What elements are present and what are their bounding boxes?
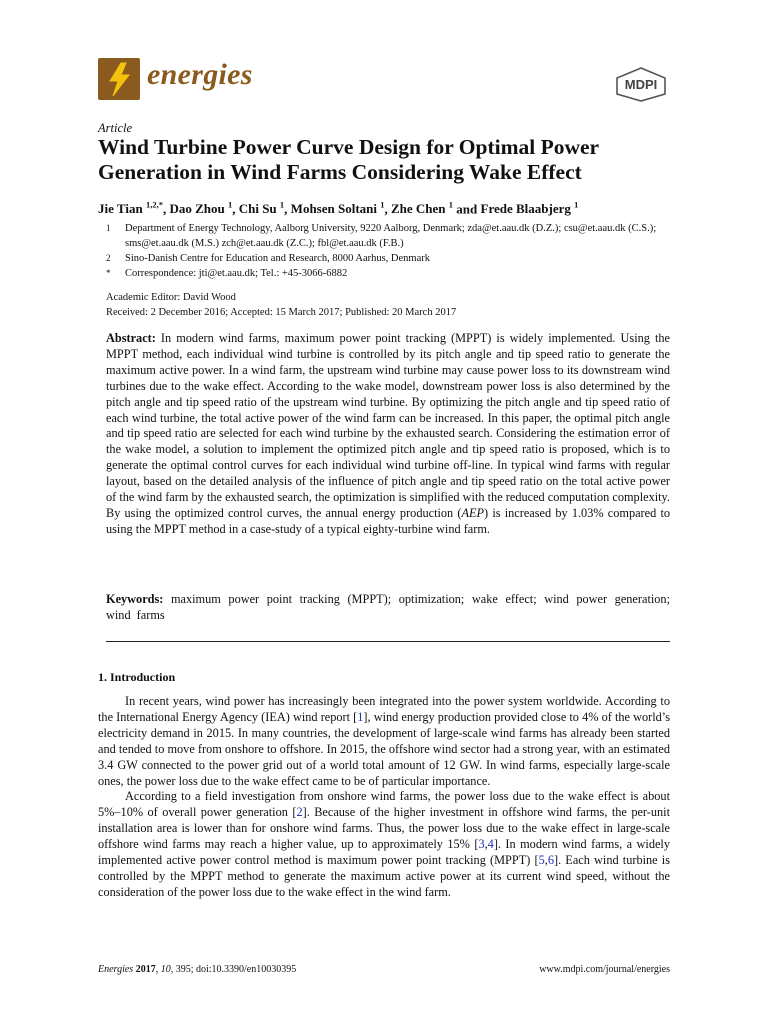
introduction-body <box>98 694 670 901</box>
publication-info <box>106 290 676 320</box>
lightning-bolt-icon <box>98 58 140 100</box>
citation-link[interactable]: 2 <box>296 805 303 820</box>
article-type: Article <box>98 121 133 135</box>
citation-link[interactable]: 3 <box>478 837 485 852</box>
author-list: Jie Tian $^{1,2,*}$, Dao Zhou $^1$, Chi Su $^1$, Mohsen Soltani $^1$, Zhe Chen $^1$ and Frede Blaabjerg $^1$ <box>98 200 579 217</box>
abstract: Abstract: In modern wind farms, maximum power point tracking (MPPT) is widely implemented. Using the MPPT method, each individual wind turbine is controlled by its pitch angle and tip speed ratio to generate the maximum active power. In a wind farm, the upstream wind turbine may cause power loss to its downstream wind turbines due to the wake effect. According to the wake model, downstream power loss is also determined by the pitch angle and tip speed ratio of the upstream wind turbine. By optimizing the pitch angle and tip speed ratio of each wind turbine, the total active power of the wind farm can be increased. In this paper, the optimal pitch angle and tip speed ratio are selected for each wind turbine by the exhausted search. Considering the estimation error of the wake model, a solution to implement the optimized pitch angle and tip speed ratio is proposed, which is to generate the optimal control curves for each individual wind turbine off-line. In typical wind farms with regular layout, based on the detailed analysis of the influence of pitch angle and tip speed ratio on the total active power of the wind farm by the exhausted search, the optimization is simplified with the reduced computation complexity. By using the optimized control curves, the annual energy production (AEP) is increased by 1.03% compared to using the MPPT method in a case-study of a typical eighty-turbine wind farm. <box>106 331 671 536</box>
correspondence: * Correspondence: jti@et.aau.dk; Tel.: +45-3066-6882 <box>106 268 348 279</box>
citation-link[interactable]: 1 <box>357 709 364 724</box>
affiliations <box>106 221 676 281</box>
section-heading: 1. Introduction <box>98 670 176 684</box>
mdpi-logo[interactable] <box>612 66 670 102</box>
keywords: Keywords: maximum power point tracking (MPPT); optimization; wake effect; wind power generation; wind farms <box>106 592 670 622</box>
publisher-name: MDPI <box>624 77 658 92</box>
journal-url[interactable]: www.mdpi.com/journal/energies <box>539 964 670 975</box>
journal-logo[interactable] <box>98 58 140 100</box>
academic-editor: Academic Editor: David Wood <box>106 292 236 303</box>
author[interactable]: Mohsen Soltani $^1$ <box>290 200 385 217</box>
paragraph: According to a field investigation from onshore wind farms, the power loss due to the wake effect is about 5%–10% of overall power generation [2]. Because of the higher investment in offshore wind farms, the per-unit installation area is lower than for onshore wind farms. Thus, the power loss due to the wake effect in large-scale offshore wind farms may reach a higher value, up to approximately 15% [3,4]. In modern wind farms, a widely implemented active power control method is maximum power point tracking (MPPT) [5,6]. Each wind turbine is controlled by the MPPT method to generate the maximum active power at its current wind speed, without the consideration of the power loss due to the wake effect in the wind farm. <box>98 789 670 899</box>
citation-link[interactable]: 4 <box>487 837 494 852</box>
citation-link[interactable]: 6 <box>547 853 554 868</box>
author[interactable]: Zhe Chen $^1$ <box>391 200 454 217</box>
paragraph: In recent years, wind power has increasingly been integrated into the power system worldwide. According to the International Energy Agency (IEA) wind report [1], wind energy production provided close to 4% of the world’s electricity demand in 2015. In many countries, the development of large-scale wind farms has already been started and tended to move from onshore to offshore. In 2015, the offshore wind sector had a strong year, with an estimated 3.4 GW connected to the power grid out of a world total amount of 12 GW. In wind farms, especially large-scale ones, the power loss due to the wake effect came to be of particular importance. <box>98 694 670 788</box>
divider <box>106 641 670 642</box>
author[interactable]: Chi Su $^1$ <box>238 200 285 217</box>
affiliation-item: 2 Sino-Danish Centre for Education and Research, 8000 Aarhus, Denmark <box>106 253 431 264</box>
journal-name[interactable]: energies <box>147 58 253 91</box>
citation-link[interactable]: 5 <box>538 853 545 868</box>
keywords-label: Keywords: <box>106 592 164 606</box>
author[interactable]: Frede Blaabjerg $^1$ <box>480 200 579 217</box>
author[interactable]: Jie Tian $^{1,2,*}$ <box>98 200 163 217</box>
affiliation-item: 1 Department of Energy Technology, Aalborg University, 9220 Aalborg, Denmark; zda@et.aau.dk (D.Z.); csu@et.aau.dk (C.S.); sms@et.aau.dk (M.S.) zch@et.aau.dk (Z.C.); fbl@et.aau.dk (F.B.) <box>106 223 657 249</box>
publication-dates: Received: 2 December 2016; Accepted: 15 March 2017; Published: 20 March 2017 <box>106 307 457 318</box>
author[interactable]: Dao Zhou $^1$ <box>169 200 233 217</box>
footer-citation: Energies 2017, 10, 395; doi:10.3390/en10030395 <box>98 964 297 975</box>
paper-title: Wind Turbine Power Curve Design for Optimal Power Generation in Wind Farms Considering Wake Effect <box>98 135 599 184</box>
abstract-label: Abstract: <box>106 331 156 345</box>
